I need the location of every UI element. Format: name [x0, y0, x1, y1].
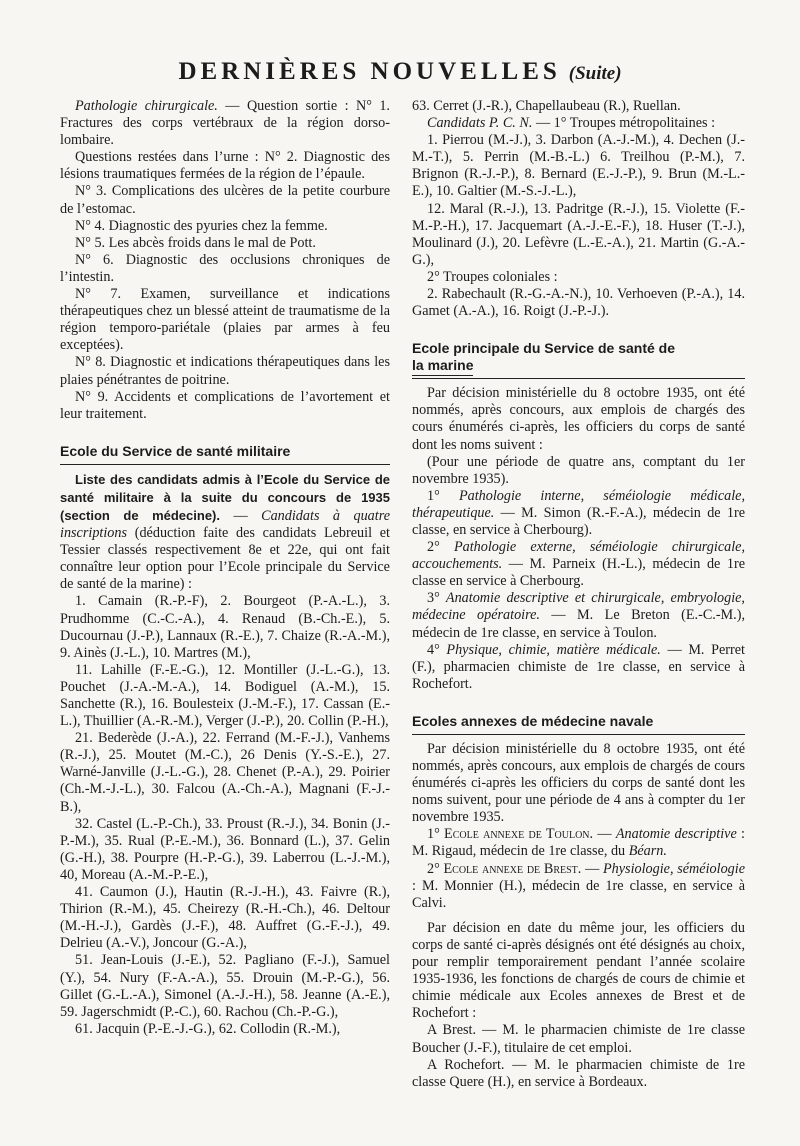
- marine-item-1: [412, 488, 745, 539]
- brest-label: 2° Ecole annexe de Brest.: [427, 860, 582, 877]
- candidate-list-1: 1. Camain (R.-P.-F), 2. Bourgeot (P.-A.-L.), 3. Prudhomme (C.-C.-A.), 4. Renaud (B.-Ch.-E.), 5. Ducournau (J.-P.), Lannaux (R.-E.), 7. Chaize (R.-A.-M.), 9. Ainès (J.-L.), 10. Martres (M.),: [60, 593, 390, 661]
- section-title-marine-line2: la marine: [412, 357, 473, 376]
- pathologie-text: — Question sortie : N° 1. Fractures des corps vertébraux de la région dorso-lombaire.: [60, 98, 390, 149]
- marine-item-3: [412, 590, 745, 641]
- coloniales-list: 2. Rabechault (R.-G.-A.-N.), 10. Verhoeven (P.-A.), 14. Gamet (A.-A.), 16. Roigt (J.-P.-J.).: [412, 286, 745, 320]
- annexes-rochefort-chimie: A Rochefort. — M. le pharmacien chimiste de 1re classe Quere (H.), en service à Bordeaux.: [412, 1056, 745, 1090]
- paragraph-q4: N° 4. Diagnostic des pyuries chez la femme.: [75, 217, 328, 234]
- pcn-list-1: 1. Pierrou (M.-J.), 3. Darbon (A.-J.-M.), 4. Dechen (J.-M.-T.), 5. Perrin (M.-B.-L.) 6. Treilhou (P.-M.), 7. Brignon (R.-J.-P.), 8. Bernard (E.-J.-P.), 9. Brun (M.-L.-E.), 10. Galtier (M.-S.-J.-L.),: [412, 132, 745, 200]
- toulon-subject: Anatomie descriptive: [615, 826, 737, 843]
- intro-bold: Liste des candidats admis à l’Ecole du Service de santé militaire à la suite du concours de 1935 (section de médecine).: [60, 471, 390, 523]
- item-text: — M. Le Breton (E.-C.-M.), médecin de 1re classe, en service à Toulon.: [412, 607, 745, 641]
- marine-paragraph-2: (Pour une période de quatre ans, comptant du 1er novembre 1935).: [412, 453, 745, 487]
- annexes-paragraph-2: Par décision en date du même jour, les officiers du corps de santé ci-après désignés ont été désignés au choix, pour remplir temporairement pendant l’année scolaire 1935-1936, les fonctions de chargés de cours de chimie et chimie médicale aux Ecoles annexes de Brest et de Rochefort :: [412, 919, 745, 1022]
- spacer: [412, 912, 745, 920]
- section-title-ecoles-annexes: [412, 713, 745, 732]
- intro-italic: Candidats à quatre inscriptions: [60, 507, 391, 542]
- item-subject: Physique, chimie, matière médicale.: [446, 641, 661, 658]
- pcn-list-2: 12. Maral (R.-J.), 13. Padritge (R.-J.), 15. Violette (F.-M.-P.-H.), 17. Jacquemart (A.-J.-E.-F.), 18. Huser (T.-J.), Moulinard (J.), 20. Lefèvre (L.-E.-A.), 21. Martin (G.-A.-G.),: [412, 200, 745, 268]
- page-header: [0, 58, 800, 86]
- pcn-label: Candidats P. C. N.: [427, 115, 533, 132]
- pcn-text: — 1° Troupes métropolitaines :: [532, 115, 716, 132]
- item-text: — M. Simon (R.-F.-A.), médecin de 1re classe, en service à Cherbourg).: [412, 504, 745, 538]
- header-suite: (Suite): [568, 63, 622, 84]
- item-number: 4°: [427, 641, 447, 658]
- annexes-brest: [412, 861, 745, 912]
- item-subject: Pathologie interne, séméiologie médicale, thérapeutique.: [412, 487, 745, 521]
- section-divider: [412, 734, 745, 735]
- candidate-list-5: 41. Caumon (J.), Hautin (R.-J.-H.), 43. Faivre (R.), Thirion (R.-M.), 45. Cheirezy (R.-H.-Ch.), 46. Deltour (M.-H.-J.), Gardès (J.-F.), 48. Auffret (G.-F.-J.), 49. Delrieu (A.-V.), Joncour (G.-A.),: [60, 884, 390, 952]
- item-subject: Anatomie descriptive et chirurgicale, embryologie, médecine opératoire.: [412, 590, 745, 624]
- toulon-place: Béarn.: [628, 843, 667, 860]
- candidate-list-3: 21. Bederède (J.-A.), 22. Ferrand (M.-F.-J.), Vanhems (R.-J.), 25. Moutet (M.-C.), 26 Denis (Y.-S.-E.), 27. Warné-Janville (J.-L.-G.), 28. Chenet (P.-A.), 29. Poirier (Ch.-M.-J.-L.), 30. Falcou (A.-Ch.-A.), Magnani (F.-J.-B.),: [60, 730, 390, 815]
- marine-item-2: [412, 539, 745, 590]
- paragraph-q6: N° 6. Diagnostic des occlusions chroniques de l’intestin.: [60, 251, 390, 285]
- candidate-list-6: 51. Jean-Louis (J.-E.), 52. Pagliano (F.-J.), Samuel (Y.), 54. Nury (F.-A.-A.), 55. Drouin (M.-P.-G.), 56. Gillet (G.-L.-A.), Simonel (A.-J.-H.), 58. Jeanne (A.-E.), 59. Jagerschmidt (P.-C.), 60. Rachou (Ch.-P.-G.),: [60, 952, 390, 1020]
- toulon-text: : M. Rigaud, médecin de 1re classe, du: [412, 826, 745, 860]
- section-title-sante-militaire: [60, 443, 390, 462]
- header-title: DERNIÈRES NOUVELLES: [178, 58, 561, 85]
- section-divider: [412, 378, 745, 379]
- section-title-marine: [412, 340, 745, 376]
- paragraph-intro-candidats: [60, 471, 390, 594]
- section-divider: [60, 464, 390, 465]
- annexes-toulon: [412, 826, 745, 860]
- paragraph-q9: N° 9. Accidents et complications de l’avortement et leur traitement.: [60, 388, 390, 422]
- item-text: — M. Parneix (H.-L.), médecin de 1re classe en service à Cherbourg.: [412, 556, 745, 590]
- left-column: [60, 98, 390, 1038]
- item-number: 3°: [427, 590, 446, 607]
- paragraph-q2: Questions restées dans l’urne : N° 2. Diagnostic des lésions traumatiques fermées de la région de l’épaule.: [60, 149, 390, 183]
- candidate-list-7: 61. Jacquin (P.-E.-J.-G.), 62. Collodin (R.-M.),: [75, 1020, 341, 1037]
- item-subject: Pathologie externe, séméiologie chirurgicale, accouchements.: [412, 539, 745, 573]
- paragraph-candidats-pcn: [412, 115, 745, 132]
- annexes-paragraph-1: Par décision ministérielle du 8 octobre 1935, ont été nommés, après concours, aux emplois de chargés de cours énumérés ci-après les officiers du corps de santé dont les noms suivent, pour une période de 4 ans à compter du 1er novembre 1935.: [412, 740, 745, 826]
- paragraph-q8: N° 8. Diagnostic et indications thérapeutiques dans les plaies pénétrantes de poitrine.: [60, 354, 390, 388]
- paragraph-pathologie: [60, 98, 390, 149]
- candidate-list-2: 11. Lahille (F.-E.-G.), 12. Montiller (J.-L.-G.), 13. Pouchet (J.-A.-M.-A.), 14. Bodiguel (A.-M.), 15. Sanchette (R.), 16. Boulesteix (J.-M.-F.), 17. Cassan (E.-L.), Thuillier (A.-R.-M.), Verger (J.-P.), 20. Collin (P.-H.),: [60, 661, 390, 730]
- intro-dash: —: [220, 507, 262, 524]
- intro-rest: (déduction faite des candidats Lebreuil et Tessier classés respectivement 8e et 22e, qui ont fait connaître leur option pour l’Ecole principale du Service de santé de la marine) :: [60, 525, 390, 593]
- item-number: 1°: [427, 487, 459, 504]
- brest-subject: Physiologie, séméiologie: [602, 860, 746, 877]
- marine-paragraph-1: Par décision ministérielle du 8 octobre 1935, ont été nommés, après concours, aux emplois de chargés des cours énumérés ci-après, les officiers du corps de santé dont les noms suivent :: [412, 385, 745, 453]
- candidate-list-4: 32. Castel (L.-P.-Ch.), 33. Proust (R.-J.), 34. Bonin (J.-P.-M.), 35. Rual (P.-E.-M.), 36. Bonnard (L.), 37. Gelin (G.-H.), 38. Pourpre (H.-P.-G.), 39. Laberrou (L.-J.-M.), 40, Moreau (A.-M.-P.-E.),: [60, 815, 390, 883]
- item-text: — M. Perret (F.), pharmacien chimiste de 1re classe, en service à Rochefort.: [412, 641, 745, 692]
- brest-text: : M. Monnier (H.), médecin de 1re classe, en service à Calvi.: [412, 877, 745, 911]
- paragraph-q7: N° 7. Examen, surveillance et indications thérapeutiques chez un blessé atteint de traumatisme de la région temporo-pariétale (plaies par armes à feu exceptées).: [60, 286, 390, 354]
- section-title-marine-line1: Ecole principale du Service de santé de: [412, 340, 675, 357]
- annexes-brest-chimie: A Brest. — M. le pharmacien chimiste de 1re classe Boucher (J.-F.), titulaire de cet emploi.: [412, 1022, 745, 1056]
- toulon-label: 1° Ecole annexe de Toulon.: [427, 826, 594, 843]
- candidate-list-cont: 63. Cerret (J.-R.), Chapellaubeau (R.), Ruellan.: [412, 98, 681, 114]
- right-column: [412, 98, 745, 1091]
- paragraph-q3: N° 3. Complications des ulcères de la petite courbure de l’estomac.: [60, 183, 390, 217]
- section-title-text: Ecole du Service de santé militaire: [60, 442, 291, 459]
- brest-dash: —: [581, 860, 603, 877]
- item-number: 2°: [427, 539, 454, 556]
- paragraph-q5: N° 5. Les abcès froids dans le mal de Pott.: [75, 234, 316, 251]
- section-title-text: Ecoles annexes de médecine navale: [412, 712, 654, 729]
- toulon-dash: —: [593, 826, 616, 843]
- pathologie-label: Pathologie chirurgicale.: [75, 98, 218, 114]
- troupes-coloniales-label: 2° Troupes coloniales :: [427, 268, 558, 285]
- marine-item-4: [412, 642, 745, 693]
